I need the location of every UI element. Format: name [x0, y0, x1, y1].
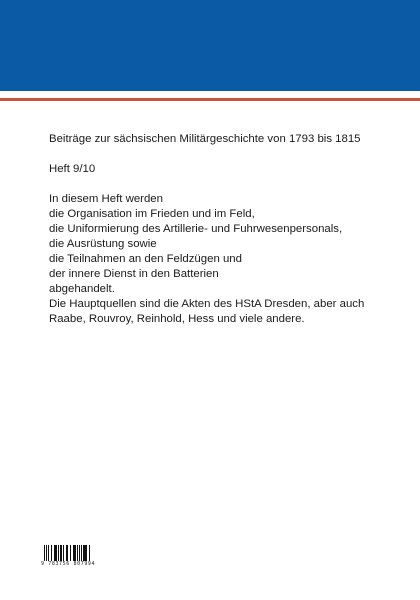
barcode-bar [74, 545, 76, 561]
description-line: die Uniformierung des Artillerie- und Fuhrwesenpersonals, [49, 223, 343, 235]
description-line: der innere Dienst in den Batterien [49, 268, 219, 280]
barcode-bar [83, 545, 85, 561]
barcode-bar [60, 545, 62, 561]
barcode-bar [77, 545, 79, 561]
barcode-bar [67, 545, 68, 561]
barcode-bar [70, 545, 71, 561]
isbn-digits: 9 783756 807994 [41, 561, 96, 567]
description-line: abgehandelt. [49, 283, 115, 295]
barcode-bar [63, 545, 64, 561]
isbn-barcode [41, 545, 111, 571]
description-line: Die Hauptquellen sind die Akten des HStA Dresden, aber auch [49, 298, 365, 310]
barcode-bar [81, 545, 83, 561]
barcode-bar [46, 545, 48, 561]
description-line: In diesem Heft werden [49, 193, 163, 205]
barcode-bar [55, 545, 57, 561]
accent-rule [0, 98, 420, 101]
issue-number: Heft 9/10 [49, 163, 96, 175]
barcode-bar [51, 545, 52, 561]
back-cover-text [49, 132, 399, 327]
top-color-band [0, 0, 420, 91]
barcode-bar [89, 545, 90, 561]
barcode-bar [86, 545, 87, 561]
barcode-bar [48, 545, 49, 561]
barcode-bars [44, 545, 108, 561]
description-line: die Ausrüstung sowie [49, 238, 157, 250]
description-line: die Organisation im Frieden und im Feld, [49, 208, 255, 220]
description-line: die Teilnahmen an den Feldzügen und [49, 253, 242, 265]
description-line: Raabe, Rouvroy, Reinhold, Hess und viele andere. [49, 313, 305, 325]
series-title: Beiträge zur sächsischen Militärgeschichte von 1793 bis 1815 [49, 133, 361, 145]
